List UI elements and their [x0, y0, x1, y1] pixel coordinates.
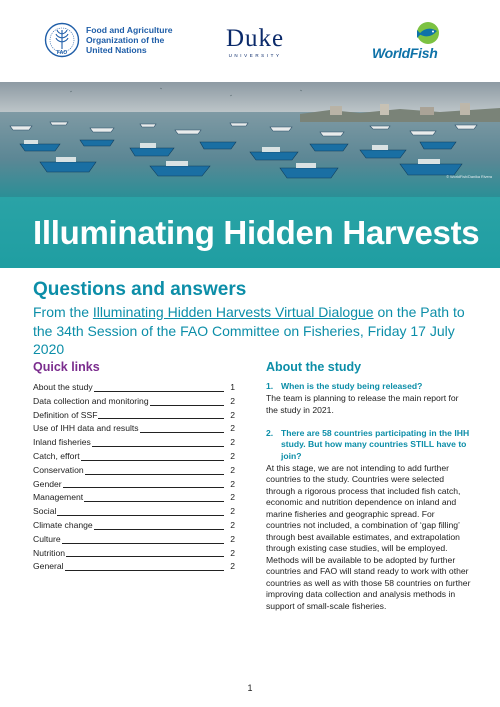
leader-line: [62, 533, 224, 544]
duke-university-label: UNIVERSITY: [228, 53, 282, 58]
quick-link-page: 2: [230, 519, 235, 530]
leader-line: [63, 478, 224, 489]
quick-link-label: Management: [33, 492, 84, 503]
leader-line: [140, 422, 224, 433]
worldfish-wordmark: WorldFish: [372, 45, 438, 61]
answer-2: At this stage, we are not intending to add further countries to the study. Countries were selected through a rigorous process that included fish catch, economic and nutrition dependence on inland and marine fisheries and geographic spread. For countries not included, a combination of ‘gap filling’ through best available estimates, and extrapolation through existing case studies, will be employed. Methods will be available to be adopted by further countries and FAO will stand ready to work with other countries as well as with those 58 countries on further improving data collection and analysis methods in support of small-scale fisheries.: [266, 462, 471, 611]
intro-suffix: on the Path to the 34th Session of the FAO Committee on Fisheries, Friday 17 July 2020: [33, 304, 465, 357]
question-number: 2.: [266, 428, 274, 439]
quick-link-item[interactable]: [33, 478, 235, 492]
section-heading: Questions and answers: [33, 279, 247, 300]
quick-link-label: Inland fisheries: [33, 437, 91, 448]
quick-link-label: Conservation: [33, 464, 84, 475]
quick-link-page: 2: [230, 478, 235, 489]
intro-subtitle: [33, 303, 478, 359]
question-text: When is the study being released?: [281, 381, 423, 391]
leader-line: [94, 519, 224, 530]
title-banner: [0, 197, 500, 268]
leader-line: [92, 436, 224, 447]
fao-name-line-1: Food and Agriculture: [86, 25, 173, 35]
leader-line: [98, 409, 224, 420]
leader-line: [94, 381, 224, 392]
duke-wordmark: Duke: [226, 25, 285, 52]
quick-link-label: Data collection and monitoring: [33, 395, 149, 406]
question-1: [266, 381, 471, 392]
quick-link-item[interactable]: [33, 547, 235, 561]
quick-link-item[interactable]: [33, 395, 235, 409]
leader-line: [84, 491, 224, 502]
leader-line: [81, 450, 224, 461]
quick-link-label: Catch, effort: [33, 450, 80, 461]
quick-link-page: 2: [230, 492, 235, 503]
quick-link-page: 2: [230, 395, 235, 406]
quick-links-list: [33, 381, 235, 574]
quick-link-label: About the study: [33, 382, 93, 392]
quick-link-page: 2: [230, 450, 235, 461]
about-study-section: [266, 360, 471, 612]
answer-1: The team is planning to release the main report for the study in 2021.: [266, 393, 459, 415]
logo-bar: [0, 0, 500, 82]
fao-logo: [44, 22, 173, 58]
quick-link-item[interactable]: [33, 450, 235, 464]
quick-link-item[interactable]: [33, 409, 235, 423]
quick-link-item[interactable]: [33, 491, 235, 505]
leader-line: [65, 560, 224, 571]
quick-link-item[interactable]: [33, 436, 235, 450]
quick-link-page: 2: [230, 533, 235, 544]
quick-link-label: Nutrition: [33, 547, 65, 558]
harbour-boats-image: [0, 82, 500, 197]
worldfish-fish-icon: [412, 20, 444, 46]
intro-prefix: From the: [33, 304, 93, 320]
leader-line: [85, 464, 224, 475]
question-2: [266, 428, 471, 462]
quick-link-item[interactable]: [33, 381, 235, 395]
quick-links-panel: [33, 360, 235, 574]
quick-link-page: 2: [230, 506, 235, 517]
question-text: There are 58 countries participating in the IHH study. But how many countries STILL have to join?: [281, 428, 470, 461]
quick-link-item[interactable]: [33, 464, 235, 478]
quick-link-page: 1: [230, 382, 235, 392]
quick-link-item[interactable]: [33, 519, 235, 533]
quick-link-label: Social: [33, 506, 57, 517]
fao-name: [86, 25, 173, 55]
quick-link-page: 2: [230, 464, 235, 475]
quick-link-label: Culture: [33, 533, 61, 544]
document-title: Illuminating Hidden Harvests: [33, 214, 480, 251]
worldfish-logo: [372, 20, 464, 66]
duke-logo: [226, 26, 284, 58]
quick-links-heading: Quick links: [33, 360, 100, 374]
fao-name-line-2: Organization of the: [86, 35, 165, 45]
leader-line: [150, 395, 224, 406]
question-number: 1.: [266, 381, 274, 391]
quick-link-label: Gender: [33, 478, 62, 489]
quick-link-page: 2: [230, 561, 235, 572]
leader-line: [57, 505, 224, 516]
virtual-dialogue-link[interactable]: Illuminating Hidden Harvests Virtual Dialogue: [92, 304, 374, 320]
quick-link-page: 2: [230, 547, 235, 558]
fao-emblem-icon: [44, 22, 80, 58]
quick-link-item[interactable]: [33, 560, 235, 574]
quick-link-item[interactable]: [33, 533, 235, 547]
quick-link-page: 2: [230, 423, 235, 434]
about-heading: About the study: [266, 360, 362, 374]
quick-link-label: General: [33, 561, 64, 572]
page-number: 1: [247, 683, 253, 693]
quick-link-label: Definition of SSF: [33, 409, 98, 420]
quick-link-label: Use of IHH data and results: [33, 423, 139, 434]
quick-link-page: 2: [230, 437, 235, 448]
fao-name-line-3: United Nations: [86, 45, 147, 55]
quick-link-label: Climate change: [33, 519, 93, 530]
harbour-photo: [0, 82, 500, 197]
photo-credit: © WorldFish/Danika Rivera: [446, 175, 492, 179]
quick-link-item[interactable]: [33, 422, 235, 436]
leader-line: [66, 547, 224, 558]
quick-link-item[interactable]: [33, 505, 235, 519]
svg-text:FAO: FAO: [56, 50, 68, 56]
quick-link-page: 2: [230, 409, 235, 420]
